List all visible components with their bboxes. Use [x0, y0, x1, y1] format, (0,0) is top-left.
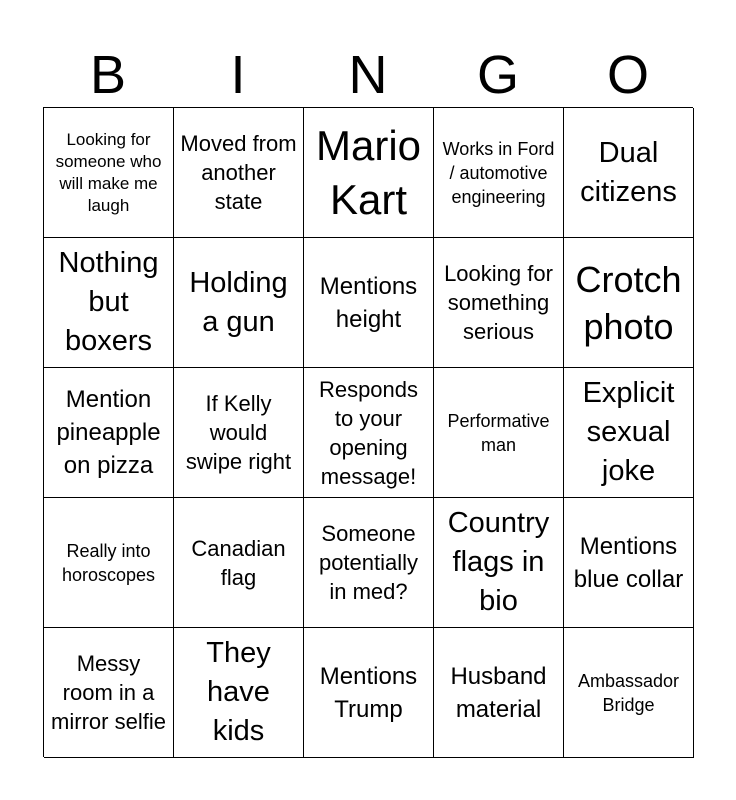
bingo-cell-r3-c4[interactable] — [434, 368, 564, 498]
cell-text: Country flags in bio — [447, 507, 550, 617]
bingo-cell-r4-c2[interactable] — [174, 498, 304, 628]
cell-text: Mentions Trump — [319, 662, 418, 723]
header-letter-g: G — [476, 45, 519, 105]
cell-text: Looking for someone who will make me laugh — [55, 129, 162, 215]
bingo-cell-r5-c3[interactable] — [304, 628, 434, 758]
bingo-cell-r1-c3[interactable] — [304, 108, 434, 238]
bingo-cell-r2-c5[interactable] — [564, 238, 694, 368]
bingo-cell-r4-c5[interactable] — [564, 498, 694, 628]
cell-text: Works in Ford / automotive engineering — [442, 138, 555, 207]
cell-text: Husband material — [450, 662, 547, 723]
cell-text: Mention pineapple on pizza — [56, 386, 161, 479]
cell-text: Mario Kart — [315, 121, 422, 223]
cell-text: Mentions blue collar — [573, 532, 684, 593]
bingo-cell-r4-c3[interactable] — [304, 498, 434, 628]
header-letter-o: O — [606, 45, 649, 105]
cell-text: Someone potentially in med? — [318, 521, 419, 604]
header-letter-i: I — [230, 45, 246, 105]
cell-text: Canadian flag — [191, 535, 286, 590]
bingo-header — [43, 44, 693, 106]
bingo-cell-r2-c1[interactable] — [44, 238, 174, 368]
bingo-cell-r2-c2[interactable] — [174, 238, 304, 368]
cell-text: Responds to your opening message! — [318, 376, 419, 489]
bingo-cell-r5-c4[interactable] — [434, 628, 564, 758]
bingo-cell-r3-c2[interactable] — [174, 368, 304, 498]
bingo-cell-r1-c5[interactable] — [564, 108, 694, 238]
cell-text: Moved from another state — [180, 131, 297, 214]
cell-text: Crotch photo — [575, 258, 682, 347]
bingo-cell-r3-c5[interactable] — [564, 368, 694, 498]
cell-text: Messy room in a mirror selfie — [51, 651, 166, 734]
bingo-cell-r4-c1[interactable] — [44, 498, 174, 628]
cell-text: Mentions height — [319, 272, 418, 333]
bingo-cell-r1-c1[interactable] — [44, 108, 174, 238]
bingo-cell-r1-c4[interactable] — [434, 108, 564, 238]
header-letter-n: N — [348, 45, 388, 105]
cell-text: Nothing but boxers — [58, 247, 159, 357]
cell-text: They have kids — [206, 637, 271, 747]
cell-text: Ambassador Bridge — [577, 670, 680, 715]
bingo-cell-r1-c2[interactable] — [174, 108, 304, 238]
bingo-cell-r5-c5[interactable] — [564, 628, 694, 758]
cell-text: Performative man — [447, 410, 550, 455]
cell-text: Explicit sexual joke — [582, 377, 675, 487]
bingo-cell-r2-c3[interactable] — [304, 238, 434, 368]
bingo-cell-r5-c1[interactable] — [44, 628, 174, 758]
cell-text: Really into horoscopes — [61, 540, 156, 585]
cell-text: If Kelly would swipe right — [185, 391, 292, 474]
cell-text: Looking for something serious — [444, 261, 553, 344]
cell-text: Dual citizens — [580, 136, 677, 208]
bingo-cell-r3-c1[interactable] — [44, 368, 174, 498]
bingo-cell-r2-c4[interactable] — [434, 238, 564, 368]
cell-text: Holding a gun — [189, 266, 288, 338]
bingo-cell-r3-c3[interactable] — [304, 368, 434, 498]
bingo-cell-r5-c2[interactable] — [174, 628, 304, 758]
header-letter-b: B — [89, 45, 127, 105]
bingo-cell-r4-c4[interactable] — [434, 498, 564, 628]
bingo-card — [43, 107, 693, 757]
